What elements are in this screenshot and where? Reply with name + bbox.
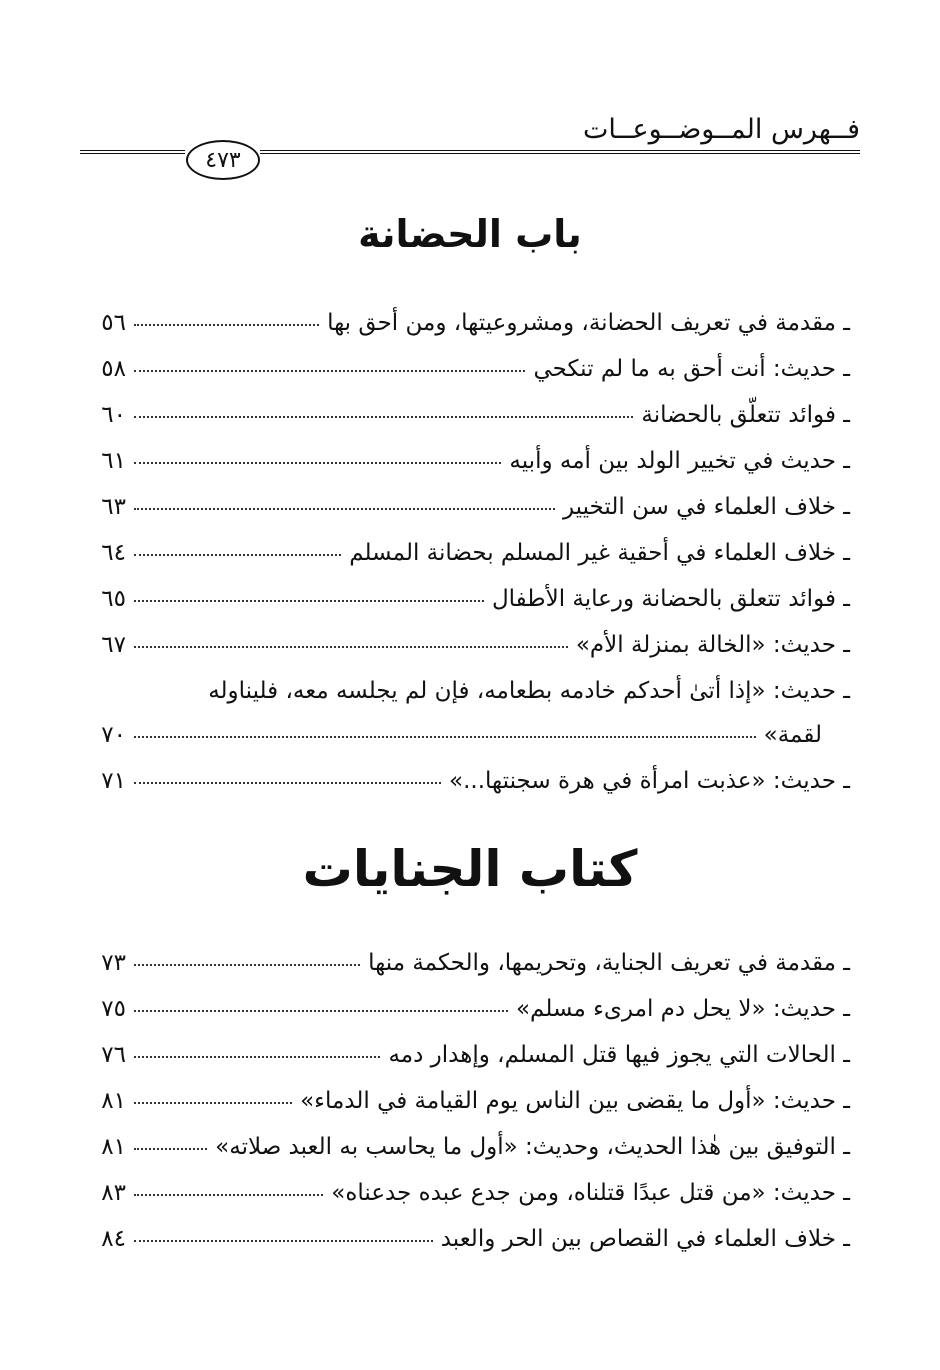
running-title: فــهرس المــوضــوعــات bbox=[583, 114, 860, 145]
toc-entry-wrapped-continuation bbox=[80, 722, 850, 762]
entry-page: ٥٦ bbox=[101, 310, 126, 336]
entry-text: ـ حديث: «الخالة بمنزلة الأم» bbox=[575, 632, 850, 658]
toc-entry bbox=[80, 768, 850, 808]
toc-entry bbox=[80, 356, 850, 396]
entry-page: ٨١ bbox=[101, 1088, 126, 1114]
toc-entry bbox=[80, 1226, 850, 1266]
entry-text: لقمة» bbox=[763, 722, 822, 748]
entry-text: ـ مقدمة في تعريف الجناية، وتحريمها، والحكمة منها bbox=[368, 950, 850, 976]
dot-leader bbox=[134, 1102, 292, 1104]
dot-leader bbox=[134, 416, 633, 418]
entry-text: ـ مقدمة في تعريف الحضانة، ومشروعيتها، ومن أحق بها bbox=[327, 310, 850, 336]
entry-page: ٦٥ bbox=[101, 586, 126, 612]
dot-leader bbox=[134, 508, 555, 510]
entry-page: ٨٣ bbox=[101, 1180, 126, 1206]
toc-entry bbox=[80, 1042, 850, 1082]
entry-page: ٧١ bbox=[101, 768, 126, 794]
toc-entry bbox=[80, 586, 850, 626]
toc-entry bbox=[80, 1180, 850, 1220]
toc-entry bbox=[80, 996, 850, 1036]
entry-page: ٧٦ bbox=[101, 1042, 126, 1068]
page-number: ٤٧٣ bbox=[186, 140, 260, 180]
entry-text: ـ خلاف العلماء في أحقية غير المسلم بحضانة المسلم bbox=[349, 540, 850, 566]
dot-leader bbox=[134, 324, 319, 326]
dot-leader bbox=[134, 1194, 323, 1196]
entry-text: ـ حديث: «أول ما يقضى بين الناس يوم القيامة في الدماء» bbox=[300, 1088, 850, 1114]
entry-text: ـ حديث: «عذبت امرأة في هرة سجنتها...» bbox=[449, 768, 850, 794]
dot-leader bbox=[134, 1148, 207, 1150]
toc-entry bbox=[80, 1088, 850, 1128]
entry-text: ـ حديث: «من قتل عبدًا قتلناه، ومن جدع عبده جدعناه» bbox=[331, 1180, 850, 1206]
entry-text: ـ حديث: «لا يحل دم امرىء مسلم» bbox=[515, 996, 850, 1022]
toc-entry bbox=[80, 494, 850, 534]
entry-text: ـ حديث في تخيير الولد بين أمه وأبيه bbox=[509, 448, 850, 474]
entry-text: ـ التوفيق بين هٰذا الحديث، وحديث: «أول ما يحاسب به العبد صلاته» bbox=[215, 1134, 850, 1160]
toc-entry bbox=[80, 540, 850, 580]
dot-leader bbox=[134, 782, 441, 784]
section-heading-crimes: كتاب الجنايات bbox=[302, 840, 638, 898]
toc-entry-wrapped-first-line bbox=[80, 678, 850, 718]
dot-leader bbox=[134, 1056, 380, 1058]
entry-page: ٨١ bbox=[101, 1134, 126, 1160]
toc-entry bbox=[80, 448, 850, 488]
entry-page: ٦٧ bbox=[101, 632, 126, 658]
entry-text: ـ خلاف العلماء في القصاص بين الحر والعبد bbox=[440, 1226, 850, 1252]
dot-leader bbox=[134, 462, 501, 464]
entry-page: ٧٣ bbox=[101, 950, 126, 976]
entry-page: ٨٤ bbox=[101, 1226, 126, 1252]
entry-page: ٦٠ bbox=[101, 402, 126, 428]
entry-text: ـ الحالات التي يجوز فيها قتل المسلم، وإهدار دمه bbox=[388, 1042, 850, 1068]
entry-page: ٧٥ bbox=[101, 996, 126, 1022]
entry-text: ـ خلاف العلماء في سن التخيير bbox=[562, 494, 850, 520]
dot-leader bbox=[134, 964, 360, 966]
toc-entry bbox=[80, 950, 850, 990]
dot-leader bbox=[134, 1240, 433, 1242]
toc-entry bbox=[80, 1134, 850, 1174]
dot-leader bbox=[134, 646, 568, 648]
dot-leader bbox=[134, 736, 756, 738]
entry-text: ـ حديث: «إذا أتىٰ أحدكم خادمه بطعامه، فإن لم يجلسه معه، فليناوله bbox=[208, 678, 850, 704]
entry-text: ـ فوائد تتعلّق بالحضانة bbox=[641, 402, 850, 428]
dot-leader bbox=[134, 600, 484, 602]
entry-text: ـ فوائد تتعلق بالحضانة ورعاية الأطفال bbox=[491, 586, 850, 612]
entry-page: ٥٨ bbox=[101, 356, 126, 382]
entry-page: ٦١ bbox=[101, 448, 126, 474]
toc-entry bbox=[80, 402, 850, 442]
section-heading-custody: باب الحضانة bbox=[358, 212, 582, 256]
entry-page: ٧٠ bbox=[101, 722, 126, 748]
toc-entry bbox=[80, 632, 850, 672]
dot-leader bbox=[134, 554, 341, 556]
toc-entry bbox=[80, 310, 850, 350]
dot-leader bbox=[134, 1010, 508, 1012]
header-rule bbox=[260, 150, 860, 157]
entry-text: ـ حديث: أنت أحق به ما لم تنكحي bbox=[533, 356, 850, 382]
dot-leader bbox=[134, 370, 525, 372]
header-rule-short bbox=[80, 150, 185, 157]
entry-page: ٦٤ bbox=[101, 540, 126, 566]
entry-page: ٦٣ bbox=[101, 494, 126, 520]
